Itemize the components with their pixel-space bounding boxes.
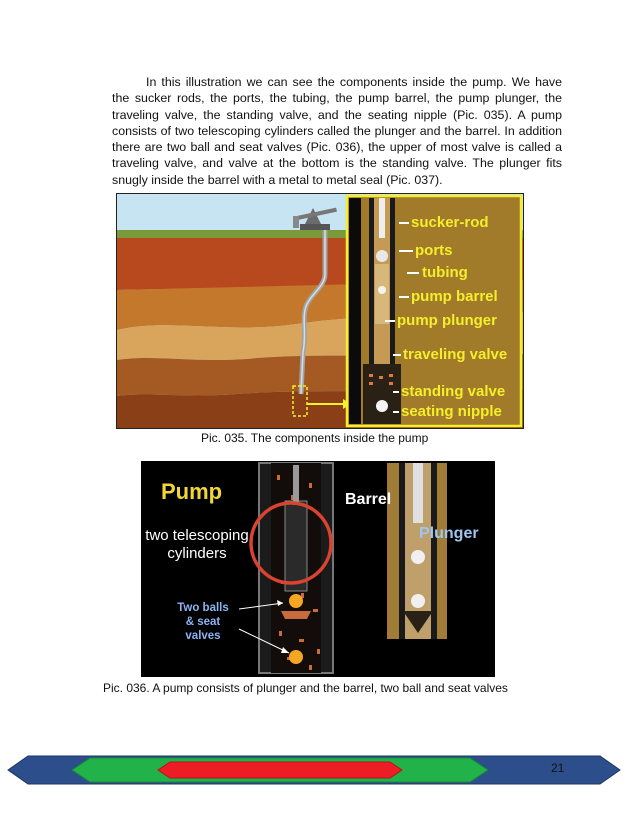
footer-banner [0,746,638,796]
footer-arrow-decoration [0,746,638,796]
page-number: 21 [551,761,565,775]
telescoping-cylinders-label [145,527,249,563]
pump-components-figure [116,193,524,429]
barrel-label: Barrel [345,491,392,508]
telescoping-line-1: two telescoping [145,527,249,544]
plunger-label: Plunger [419,525,479,542]
label-standing-valve [393,383,505,400]
label-ports [399,242,453,259]
figure2-caption: Pic. 036. A pump consists of plunger and the barrel, two ball and seat valves [103,681,508,695]
label-seating-nipple [393,403,502,420]
figure1-caption: Pic. 035. The components inside the pump [201,431,429,445]
ball-seat-valves-label [171,601,235,643]
balls-line-2: & seat [185,616,221,628]
balls-line-1: Two balls [177,602,229,614]
label-pump-barrel [399,288,498,305]
label-pump-barrel-text: pump barrel [411,288,498,305]
label-seating-nipple-text: seating nipple [401,403,502,420]
label-sucker-rod-text: sucker-rod [411,214,489,231]
body-paragraph-text: In this illustration we can see the components inside the pump. We have the sucker rods, the ports, the tubing, the pump barrel, the pump plunger, the traveling valve, the standing valve, and the seating nipple (Pic. 035). A pump consists of two telescoping cylinders called the plunger and the barrel. In addition there are two ball and seat valves (Pic. 036), the upper of most valve is called a traveling valve, and valve at the bottom is the standing valve. The plunger fits snugly inside the barrel with a metal to metal seal (Pic. 037). [112,75,562,187]
label-tubing-text: tubing [422,264,468,281]
label-ports-text: ports [415,242,453,259]
label-traveling-valve-text: traveling valve [403,346,508,363]
label-sucker-rod [399,214,489,231]
label-tubing [407,264,468,281]
balls-line-3: valves [185,630,221,642]
component-labels [117,194,523,428]
label-standing-valve-text: standing valve [401,383,506,400]
label-pump-plunger [385,312,497,329]
pump-cylinders-figure [141,461,495,677]
body-paragraph [112,74,562,188]
label-traveling-valve [393,346,507,363]
label-pump-plunger-text: pump plunger [397,312,497,329]
pump-title: Pump [161,479,223,504]
telescoping-line-2: cylinders [167,545,227,562]
